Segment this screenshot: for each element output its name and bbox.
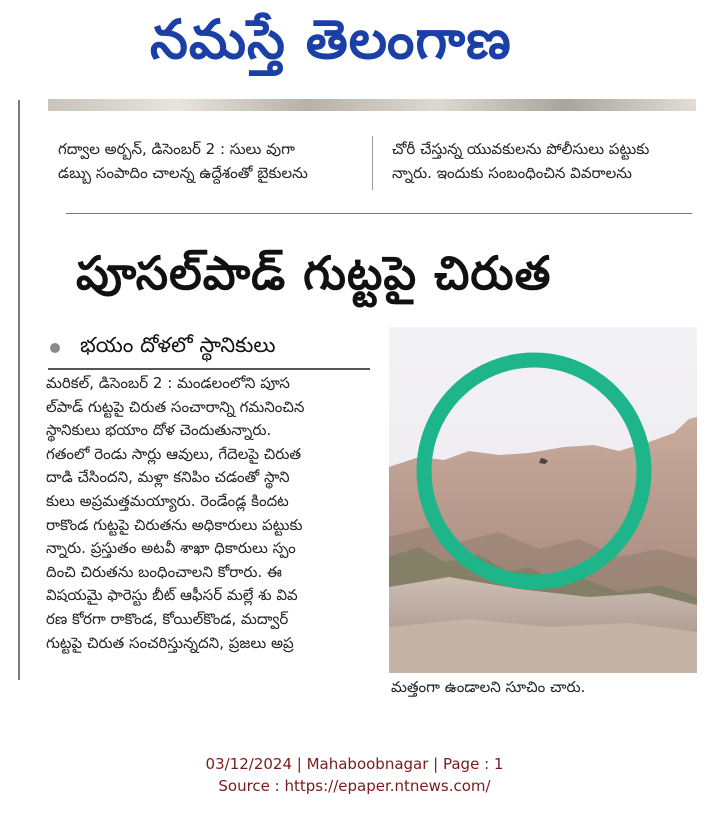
hill-photo: [389, 327, 697, 673]
article-line: కులు అప్రమత్తమయ్యారు. రెండేండ్ల కిందట: [46, 491, 289, 510]
article-subhead: భయం దోళలో స్థానికులు: [80, 333, 276, 357]
article-line: రణ కోరగా రాకొండ, కోయిల్‌కొండ, మద్వార్: [46, 609, 289, 628]
top-story-line: చోరీ చేస్తున్న యువకులను పోలీసులు పట్టుకు: [392, 140, 650, 158]
subhead-underline: [48, 368, 370, 370]
article-body: [46, 372, 372, 655]
hill-photo-svg: [389, 327, 697, 673]
article-line: న్నారు. ప్రస్తుతం అటవీ శాఖా ధికారులు స్పం: [46, 539, 296, 558]
article-line: దాడి చేసిందని, మళ్లా కనిపిం చడంతో స్థాని: [46, 468, 290, 487]
column-divider: [372, 136, 373, 190]
subhead-row: [50, 333, 370, 363]
article-line: గుట్టపై చిరుత సంచరిస్తున్నదని, ప్రజలు అప్ర: [46, 633, 294, 652]
article-headline: పూసల్‌పాడ్ గుట్టపై చిరుత: [76, 246, 552, 300]
article-line: స్థానికులు భయాం దోళ చెందుతున్నారు.: [46, 421, 272, 440]
top-story-line: డబ్బు సంపాదిం చాలన్న ఉద్దేశంతో బైకులను: [58, 163, 308, 182]
article-line: మరికల్, డిసెంబర్ 2 : మండలంలోని పూస: [46, 374, 290, 392]
article-caption-line: మత్తంగా ఉండాలని సూచిం చారు.: [391, 678, 586, 696]
top-story-line: గద్వాల అర్బన్, డిసెంబర్ 2 : సులు వుగా: [58, 140, 295, 158]
page-edge-rule: [18, 100, 20, 680]
top-photo-strip: [48, 99, 696, 111]
masthead: [0, 0, 709, 96]
top-story-right-column: [392, 138, 692, 185]
top-story-line: న్నారు. ఇందుకు సంబంధించిన వివరాలను: [392, 163, 632, 182]
bullet-icon: [50, 343, 60, 353]
article-line: విషయమై ఫారెస్టు బీట్ ఆఫీసర్ మల్లే శు వివ: [46, 586, 298, 605]
article-line: ల్‌పాడ్ గుట్టపై చిరుత సంచారాన్ని గమనించిన: [46, 397, 305, 416]
footer-source[interactable]: Source : https://epaper.ntnews.com/: [218, 777, 491, 795]
article-line: దించి చిరుతను బంధించాలని కోరారు. ఈ: [46, 562, 282, 581]
article-line: రాకొండ గుట్టపై చిరుతను అధికారులు పట్టుకు: [46, 515, 303, 534]
top-story-left-column: [58, 138, 356, 185]
newspaper-title: నమస్తే తెలంగాణ: [150, 8, 512, 71]
footer-date-edition: 03/12/2024 | Mahaboobnagar | Page : 1: [205, 755, 504, 773]
section-divider: [66, 213, 692, 214]
article-line: గతంలో రెండు సార్లు ఆవులు, గేదెలపై చిరుత: [46, 444, 302, 463]
